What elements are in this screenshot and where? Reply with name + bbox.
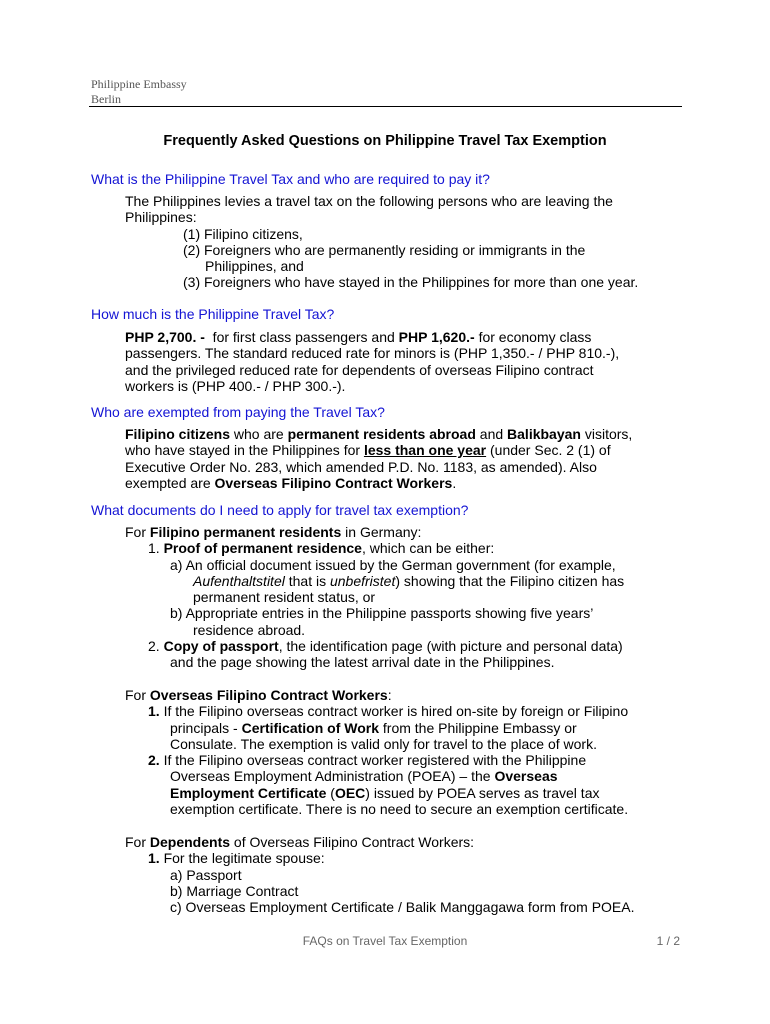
answer-tax-amount: PHP 2,700. - for first class passengers and PHP 1,620.- for economy class passengers. The standard reduced rate for minors is (PHP 1,350.- / PHP 810.-), and the privileged reduced rate for dependents of overseas Filipino contract workers is (PHP 400.- / PHP 300.-). xyxy=(125,329,685,394)
question-tax-amount: How much is the Philippine Travel Tax? xyxy=(91,306,335,322)
question-travel-tax: What is the Philippine Travel Tax and who are required to pay it? xyxy=(91,171,490,187)
text-line: The Philippines levies a travel tax on the following persons who are leaving the xyxy=(125,193,613,209)
text-line: and the privileged reduced rate for dependents of overseas Filipino contract xyxy=(125,361,594,378)
answer-documents-dependents: For Dependents of Overseas Filipino Contract Workers: 1. For the legitimate spouse: a) Passport b) Marriage Contract c) Overseas Employment Certificate / Balik Manggagawa form from POEA. xyxy=(125,834,635,916)
text-line: workers is (PHP 400.- / PHP 300.-). xyxy=(125,377,346,394)
page-number: 1 / 2 xyxy=(656,934,680,948)
question-documents: What documents do I need to apply for travel tax exemption? xyxy=(91,502,469,518)
underlined-emphasis: less than one year xyxy=(363,442,487,459)
answer-documents-ofw: For Overseas Filipino Contract Workers: 1. If the Filipino overseas contract worker is hired on-site by foreign or Filipino principals - Certification of Work from the Philippine Embassy or Consulate. The exemption is valid only for travel to the place of work. 2. If the Filipino overseas contract worker registered with the Philippine Overseas Employment Administration (POEA) – the Overseas Employment Certificate (OEC) issued by POEA serves as travel tax exemption certificate. There is no need to secure an exemption certificate. xyxy=(125,687,629,818)
text-line: passengers. The standard reduced rate for minors is (PHP 1,350.- / PHP 810.-), xyxy=(125,345,620,362)
list-item-cont: Philippines, and xyxy=(205,258,304,275)
page-title: Frequently Asked Questions on Philippine Travel Tax Exemption xyxy=(163,133,607,149)
list-item: (2) Foreigners who are permanently residing or immigrants in the xyxy=(183,241,586,258)
document-header xyxy=(91,77,187,107)
header-embassy: Philippine Embassy xyxy=(91,77,187,91)
amount-economy: PHP 1,620.- xyxy=(398,329,475,345)
list-item: (3) Foreigners who have stayed in the Philippines for more than one year. xyxy=(183,274,639,291)
header-city: Berlin xyxy=(91,92,121,106)
answer-exemptions: Filipino citizens who are permanent residents abroad and Balikbayan visitors, who have stayed in the Philippines for less than one year (under Sec. 2 (1) of Executive Order No. 283, which amended P.D. No. 1183, as amended). Also exempted are Overseas Filipino Contract Workers. xyxy=(125,426,685,491)
footer-title: FAQs on Travel Tax Exemption xyxy=(302,934,468,948)
amount-first-class: PHP 2,700. - xyxy=(125,329,205,345)
list-item: (1) Filipino citizens, xyxy=(183,225,303,242)
answer-documents-residents: For Filipino permanent residents in Germany: 1. Proof of permanent residence, which can be either: a) An official document issued by the German government (for example, Aufenthaltstitel that is unbefristet) showing that the Filipino citizen has permanent resident status, or b) Appropriate entries in the Philippine passports showing five years’ residence abroad. 2. Copy of passport, the identification page (with picture and personal data) and the page showing the latest arrival date in the Philippines. xyxy=(125,524,625,671)
question-exemptions: Who are exempted from paying the Travel Tax? xyxy=(91,404,385,420)
text-line: Executive Order No. 283, which amended P.D. No. 1183, as amended). Also xyxy=(125,458,597,475)
text-line: Philippines: xyxy=(125,209,197,226)
header-rule xyxy=(89,106,682,107)
answer-travel-tax xyxy=(125,193,685,291)
